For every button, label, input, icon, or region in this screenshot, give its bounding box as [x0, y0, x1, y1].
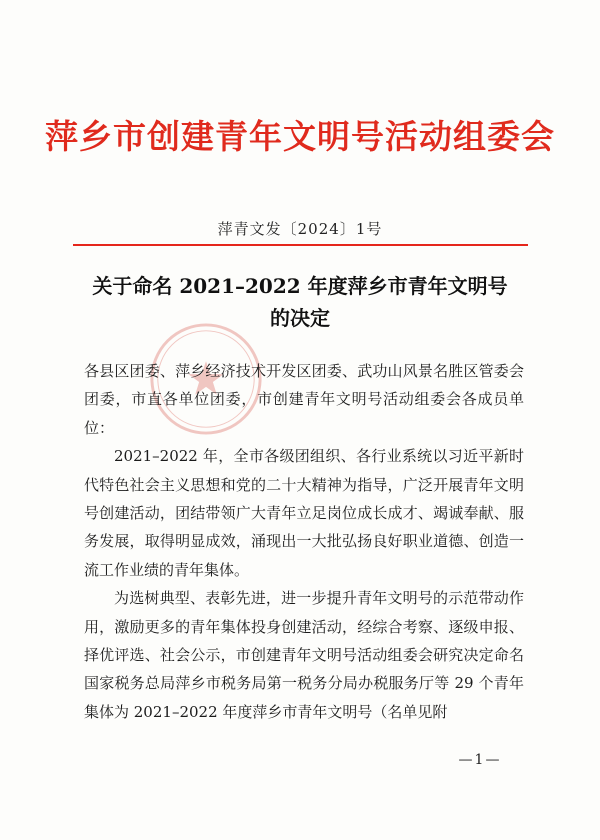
- letterhead-org-name: 萍乡市创建青年文明号活动组委会: [45, 117, 555, 156]
- document-title-line-1: 关于命名 2021–2022 年度萍乡市青年文明号: [92, 274, 508, 298]
- salutation-paragraph: 各县区团委、萍乡经济技术开发区团委、武功山风景名胜区管委会团委，市直各单位团委，市创建青年文明号活动组委会各成员单位：: [84, 362, 524, 437]
- document-body: [84, 357, 524, 726]
- body-paragraph-1: 2021–2022 年，全市各级团组织、各行业系统以习近平新时代特色社会主义思想和党的二十大精神为指导，广泛开展青年文明号创建活动，团结带领广大青年立足岗位成长成才、竭诚奉献、服务发展，取得明显成效，涌现出一大批弘扬良好职业道德、创造一流工作业绩的青年集体。: [84, 447, 524, 579]
- letterhead-red-rule: [73, 244, 528, 246]
- page-number: —1—: [458, 752, 502, 768]
- document-title-line-2: 的决定: [270, 306, 330, 330]
- document-title: [0, 270, 600, 334]
- body-paragraph-2: 为选树典型、表彰先进，进一步提升青年文明号的示范带动作用，激励更多的青年集体投身创建活动，经综合考察、逐级申报、择优评选、社会公示，市创建青年文明号活动组委会研究决定命名国家税务总局萍乡市税务局第一税务分局办税服务厅等 29 个青年集体为 2021–2022 年度萍乡市青年文明号（名单见附: [84, 589, 524, 721]
- document-number: 萍青文发〔2024〕1号: [217, 220, 383, 238]
